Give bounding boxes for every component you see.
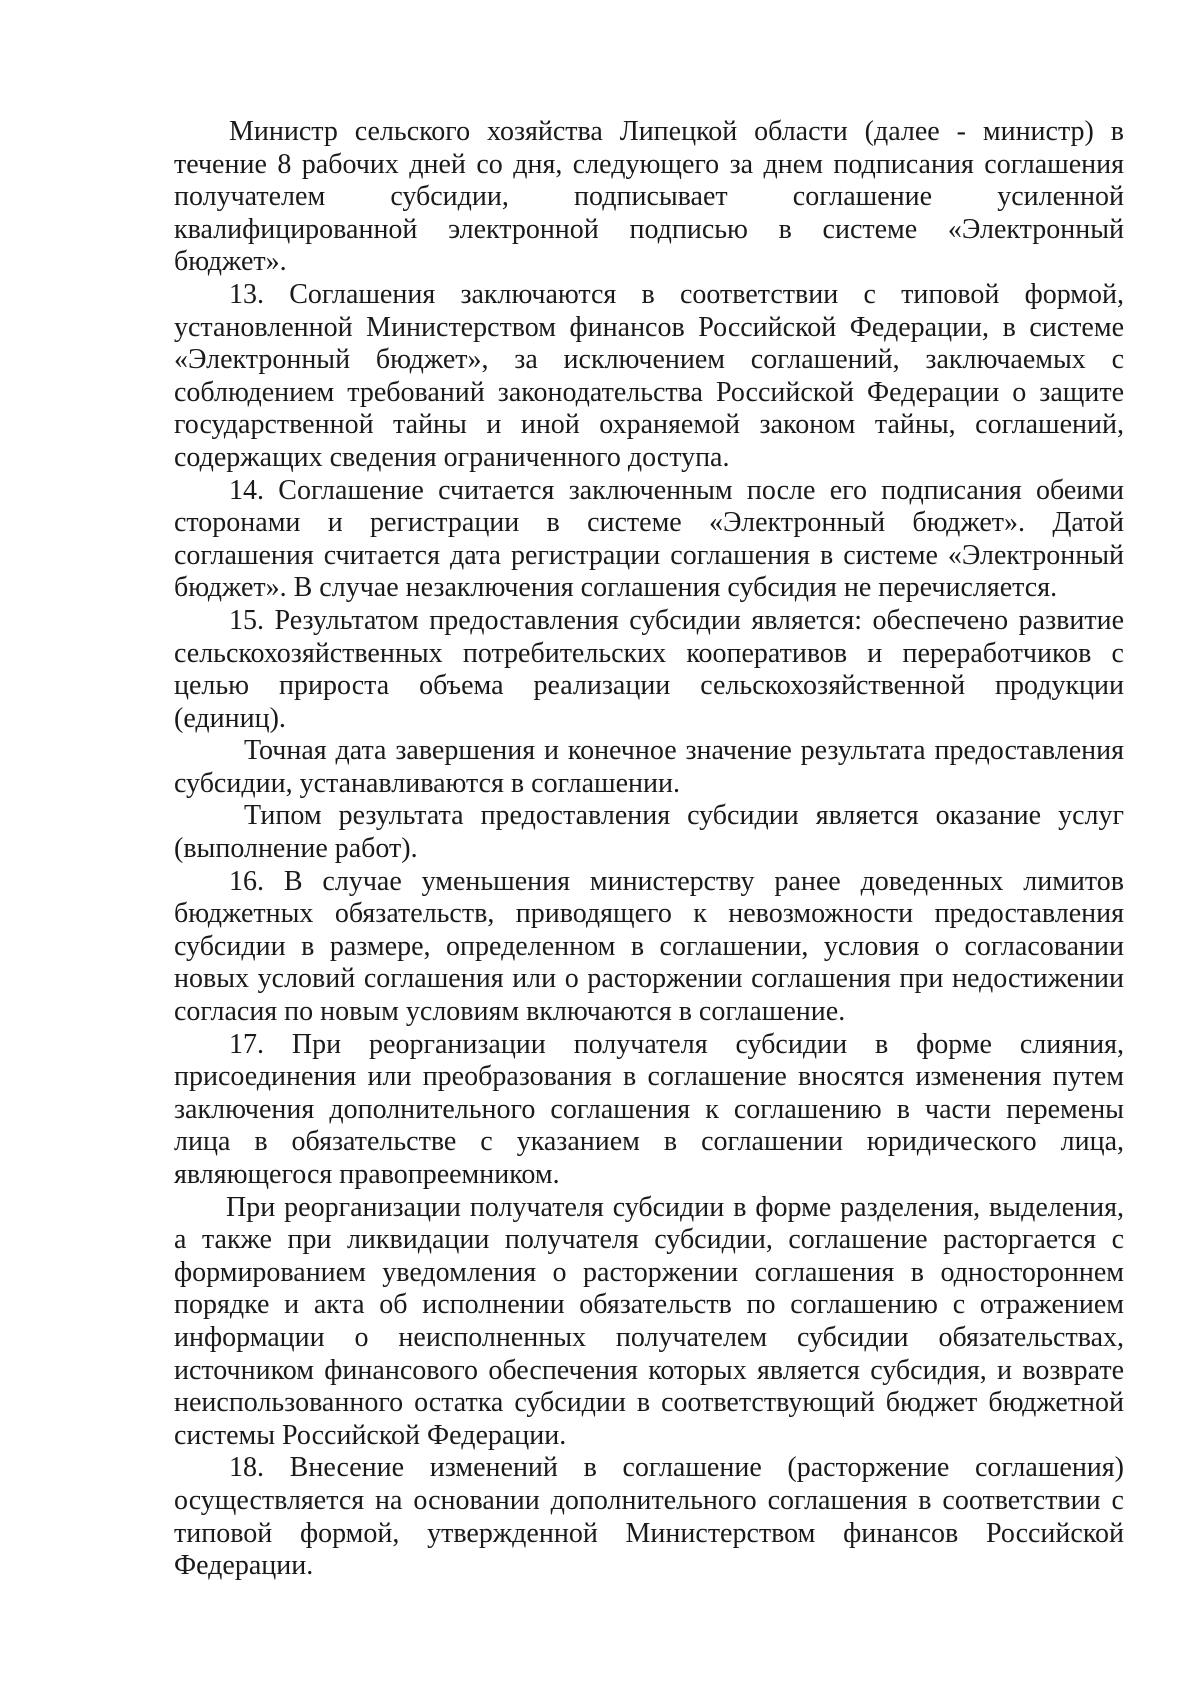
paragraph-15-subsidy-result: 15. Результатом предоставления субсидии является: обеспечено развитие сельскохозяйственных потребительских кооперативов и переработчиков с целью прироста объема реализации сельскохозяйственной продукции (единиц). — [174, 604, 1124, 734]
paragraph-result-date: Точная дата завершения и конечное значение результата предоставления субсидии, устанавливаются в соглашении. — [174, 735, 1124, 799]
paragraph-minister-signing: Министр сельского хозяйства Липецкой области (далее - министр) в течение 8 рабочих дней со дня, следующего за днем подписания соглашения получателем субсидии, подписывает соглашение усиленной квалифицированной электронной подписью в системе «Электронный бюджет». — [174, 116, 1124, 278]
document-body — [174, 116, 1124, 1583]
paragraph-reorganization-division: При реорганизации получателя субсидии в форме разделения, выделения, а также при ликвидации получателя субсидии, соглашение расторгается с формированием уведомления о расторжении соглашения в одностороннем порядке и акта об исполнении обязательств по соглашению с отражением информации о неисполненных получателем субсидии обязательствах, источником финансового обеспечения которых является субсидия, и возврате неиспользованного остатка субсидии в соответствующий бюджет бюджетной системы Российской Федерации. — [174, 1191, 1124, 1451]
paragraph-result-type: Типом результата предоставления субсидии является оказание услуг (выполнение работ). — [174, 800, 1124, 865]
paragraph-16-limits-reduction: 16. В случае уменьшения министерству ранее доведенных лимитов бюджетных обязательств, приводящего к невозможности предоставления субсидии в размере, определенном в соглашении, условия о согласовании новых условий соглашения или о расторжении соглашения при недостижении согласия по новым условиям включаются в соглашение. — [174, 865, 1124, 1028]
paragraph-13-agreement-form: 13. Соглашения заключаются в соответствии с типовой формой, установленной Министерством финансов Российской Федерации, в системе «Электронный бюджет», за исключением соглашений, заключаемых с соблюдением требований законодательства Российской Федерации о защите государственной тайны и иной охраняемой законом тайны, соглашений, содержащих сведения ограниченного доступа. — [174, 278, 1124, 473]
paragraph-18-agreement-changes: 18. Внесение изменений в соглашение (расторжение соглашения) осуществляется на основании дополнительного соглашения в соответствии с типовой формой, утвержденной Министерством финансов Российской Федерации. — [174, 1452, 1124, 1582]
paragraph-17-reorganization-merger: 17. При реорганизации получателя субсидии в форме слияния, присоединения или преобразования в соглашение вносятся изменения путем заключения дополнительного соглашения к соглашению в части перемены лица в обязательстве с указанием в соглашении юридического лица, являющегося правопреемником. — [174, 1028, 1124, 1190]
paragraph-14-agreement-concluded: 14. Соглашение считается заключенным после его подписания обеими сторонами и регистрации в системе «Электронный бюджет». Датой соглашения считается дата регистрации соглашения в системе «Электронный бюджет». В случае незаключения соглашения субсидия не перечисляется. — [174, 474, 1124, 604]
